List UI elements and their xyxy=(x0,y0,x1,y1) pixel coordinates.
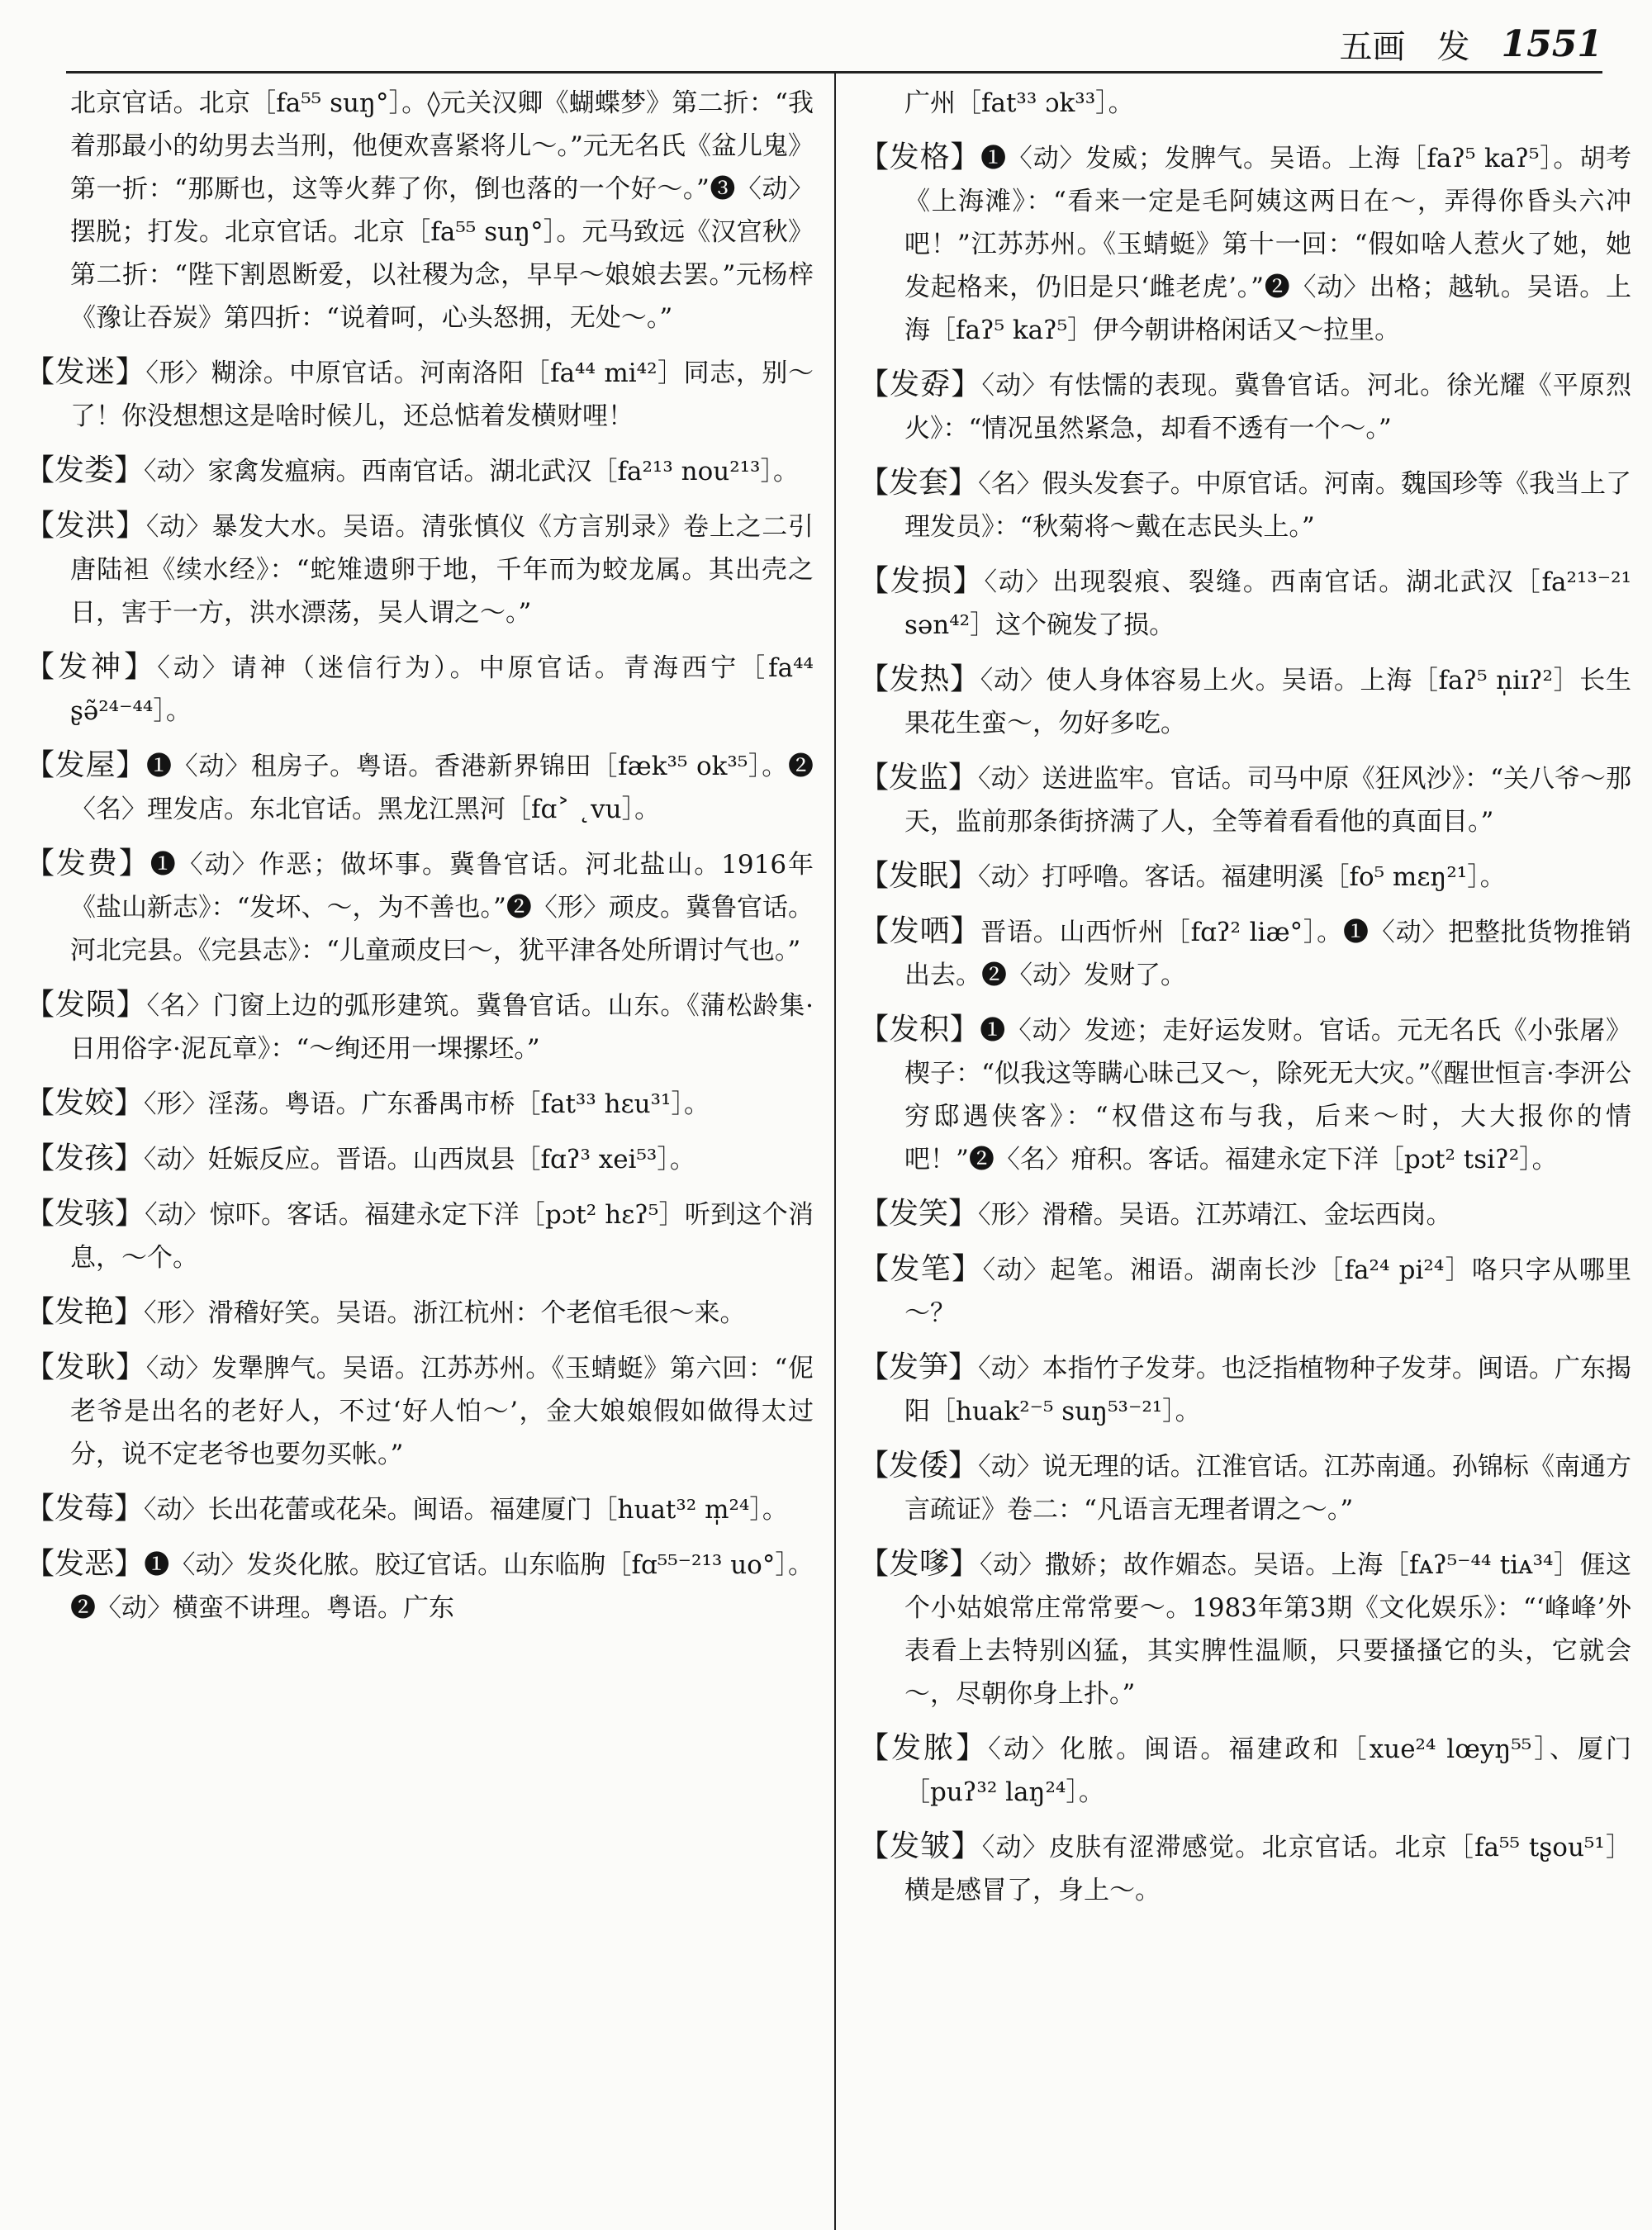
entry-text: 〈动〉家禽发瘟病。西南官话。湖北武汉［fa²¹³ nou²¹³］。 xyxy=(144,457,799,486)
dictionary-entry xyxy=(25,744,814,831)
dictionary-entry xyxy=(25,1487,814,1531)
entry-headword: 【发恶】 xyxy=(25,1547,145,1581)
entry-text: 晋语。山西忻州［fɑʔ² liæ°］。❶〈动〉把整批货物推销出去。❷〈动〉发财了。 xyxy=(904,918,1631,990)
entry-text: 〈动〉撒娇；故作媚态。吴语。上海［fᴀʔ⁵⁻⁴⁴ tiᴀ³⁴］𠊎这个小姑娘常庄常常要～。1983年第3期《文化娱乐》：“‘峰峰’外表看上去特别凶猛，其实脾性温顺，只要搔搔它的头，它就会～，尽朝你身上扑。” xyxy=(904,1550,1631,1709)
dictionary-entry xyxy=(859,1193,1631,1236)
entry-text: ❶〈动〉作恶；做坏事。冀鲁官话。河北盐山。1916年《盐山新志》：“发坏、～，为不善也。”❷〈形〉顽皮。冀鲁官话。河北完县。《完县志》：“儿童顽皮曰～，犹平津各处所谓讨气也。” xyxy=(70,850,814,966)
page-number: 1551 xyxy=(1501,22,1602,65)
entry-text: 〈动〉惊吓。客话。福建永定下洋［pɔt² hɛʔ⁵］听到这个消息，～个。 xyxy=(70,1200,814,1273)
dictionary-entry xyxy=(25,646,814,733)
entry-headword: 【发笑】 xyxy=(859,1197,979,1231)
entry-headword: 【发洪】 xyxy=(25,509,146,543)
dictionary-entry xyxy=(25,351,814,438)
dictionary-entry xyxy=(25,1346,814,1476)
header-section: 五画 xyxy=(1339,27,1406,66)
entry-text: 〈动〉送进监牢。官话。司马中原《狂风沙》：“关八爷～那天，监前那条街挤满了人，全等着看看他的真面目。” xyxy=(904,764,1631,837)
entry-text: 广州［fat³³ ɔk³³］。 xyxy=(904,88,1134,118)
dictionary-entry xyxy=(859,855,1631,899)
dictionary-entry xyxy=(25,81,814,339)
dictionary-entry xyxy=(859,1248,1631,1335)
entry-headword: 【发姣】 xyxy=(25,1086,145,1120)
entry-headword: 【发笔】 xyxy=(859,1252,983,1286)
entry-text: 〈动〉有怯懦的表现。冀鲁官话。河北。徐光耀《平原烈火》：“情况虽然紧急，却看不透有一个～。” xyxy=(904,371,1631,444)
entry-text: ❶〈动〉发迹；走好运发财。官话。元无名氏《小张屠》楔子：“似我这等瞒心昧己又～，除死无大灾。”《醒世恒言·李汧公穷邸遇侠客》：“权借这布与我，后来～时，大大报你的情吧！”❷〈名〉疳积。客话。福建永定下洋［pɔt² tsiʔ²］。 xyxy=(904,1016,1631,1174)
entry-text: 〈名〉假头发套子。中原官话。河南。魏国珍等《我当上了理发员》：“秋菊将～戴在志民头上。” xyxy=(904,469,1631,542)
entry-text: 〈形〉滑稽。吴语。江苏靖江、金坛西岗。 xyxy=(978,1200,1452,1230)
left-column xyxy=(25,81,814,1641)
dictionary-entry xyxy=(25,984,814,1070)
dictionary-entry xyxy=(859,757,1631,843)
column-separator xyxy=(834,73,836,2230)
entry-text: 北京官话。北京［fa⁵⁵ suŋ°］。◊元关汉卿《蝴蝶梦》第二折：“我着那最小的幼男去当刑，他便欢喜紧将儿～。”元无名氏《盆儿鬼》第一折：“那厮也，这等火葬了你，倒也落的一个好～。”❸〈动〉摆脱；打发。北京官话。北京［fa⁵⁵ suŋ°］。元马致远《汉宫秋》第二折：“陛下割恩断爱，以社稷为念，早早～娘娘去罢。”元杨梓《豫让吞炭》第四折：“说着呵，心头怒拥，无处～。” xyxy=(70,88,814,333)
entry-text: 〈形〉糊涂。中原官话。河南洛阳［fa⁴⁴ mi⁴²］同志，别～了！你没想想这是啥时候儿，还总惦着发横财哩！ xyxy=(70,358,814,431)
entry-headword: 【发脓】 xyxy=(859,1731,989,1765)
entry-text: 〈动〉长出花蕾或花朵。闽语。福建厦门［huat³² m̩²⁴］。 xyxy=(144,1495,788,1525)
entry-text: 〈动〉起笔。湘语。湖南长沙［fa²⁴ pi²⁴］咯只字从哪里～？ xyxy=(904,1255,1631,1328)
entry-text: 〈动〉妊娠反应。晋语。山西岚县［fɑʔ³ xei⁵³］。 xyxy=(144,1145,695,1174)
entry-text: 〈动〉化脓。闽语。福建政和［xue²⁴ lœyŋ⁵⁵］、厦门［puʔ³² laŋ²⁴］。 xyxy=(904,1734,1631,1807)
dictionary-entry xyxy=(859,1727,1631,1814)
entry-headword: 【发神】 xyxy=(25,650,158,684)
entry-text: ❶〈动〉租房子。粤语。香港新界锦田［fæk³⁵ ok³⁵］。❷〈名〉理发店。东北官话。黑龙江黑河［fɑ˃ ˛vu］。 xyxy=(70,752,814,824)
entry-headword: 【发眠】 xyxy=(859,859,979,893)
entry-text: 〈动〉发犟脾气。吴语。江苏苏州。《玉蜻蜓》第六回：“伲老爷是出名的老好人，不过‘好人怕～’，金大娘娘假如做得太过分，说不定老爷也要勿买帐。” xyxy=(70,1354,814,1469)
dictionary-entry xyxy=(859,1543,1631,1715)
entry-headword: 【发热】 xyxy=(859,662,980,696)
entry-headword: 【发笋】 xyxy=(859,1350,979,1384)
right-column xyxy=(859,81,1631,1924)
dictionary-entry xyxy=(859,1445,1631,1531)
entry-text: 〈形〉淫荡。粤语。广东番禺市桥［fat³³ hɛu³¹］。 xyxy=(144,1089,710,1119)
entry-text: 〈动〉皮肤有涩滞感觉。北京官话。北京［fa⁵⁵ tʂou⁵¹］横是感冒了，身上～。 xyxy=(904,1833,1631,1905)
dictionary-entry xyxy=(25,449,814,493)
entry-text: 〈名〉门窗上边的弧形建筑。冀鲁官话。山东。《蒲松龄集·日用俗字·泥瓦章》：“～绚还用一堁摞坯。” xyxy=(70,991,814,1064)
dictionary-entry xyxy=(25,1543,814,1630)
dictionary-entry xyxy=(25,1193,814,1279)
entry-headword: 【发积】 xyxy=(859,1013,980,1046)
entry-headword: 【发娄】 xyxy=(25,453,145,487)
dictionary-entry xyxy=(859,910,1631,997)
entry-headword: 【发艳】 xyxy=(25,1295,145,1329)
dictionary-entry xyxy=(859,136,1631,352)
entry-headword: 【发套】 xyxy=(859,466,979,500)
entry-text: ❶〈动〉发炎化脓。胶辽官话。山东临朐［fɑ⁵⁵⁻²¹³ uo°］。❷〈动〉横蛮不讲理。粤语。广东 xyxy=(70,1550,814,1623)
entry-headword: 【发迷】 xyxy=(25,355,146,389)
entry-text: ❶〈动〉发威；发脾气。吴语。上海［faʔ⁵ kaʔ⁵］。胡考《上海滩》：“看来一定是毛阿姨这两日在～，弄得你昏头六冲吧！”江苏苏州。《玉蜻蜓》第十一回：“假如啥人惹火了她，她发起格来，仍旧是只‘雌老虎’。”❷〈动〉出格；越轨。吴语。上海［faʔ⁵ kaʔ⁵］伊今朝讲格闲话又～拉里。 xyxy=(904,144,1631,345)
dictionary-entry xyxy=(859,658,1631,745)
dictionary-entry xyxy=(859,1008,1631,1181)
dictionary-entry xyxy=(25,1082,814,1126)
header-char: 发 xyxy=(1436,27,1470,66)
entry-headword: 【发嗲】 xyxy=(859,1547,980,1581)
dictionary-entry xyxy=(25,1291,814,1335)
page-header xyxy=(1305,15,1602,73)
dictionary-entry xyxy=(25,842,814,972)
entry-headword: 【发倭】 xyxy=(859,1449,979,1483)
entry-text: 〈形〉滑稽好笑。吴语。浙江杭州：个老倌毛很～来。 xyxy=(144,1298,746,1328)
entry-headword: 【发费】 xyxy=(25,847,150,880)
dictionary-entry xyxy=(859,1346,1631,1433)
entry-headword: 【发哂】 xyxy=(859,914,981,948)
dictionary-entry xyxy=(25,1137,814,1181)
entry-headword: 【发屋】 xyxy=(25,748,146,782)
dictionary-entry xyxy=(859,81,1631,125)
entry-headword: 【发皱】 xyxy=(859,1829,982,1863)
dictionary-entry xyxy=(859,363,1631,450)
entry-headword: 【发格】 xyxy=(859,140,981,174)
entry-headword: 【发陨】 xyxy=(25,988,147,1022)
dictionary-entry xyxy=(859,1825,1631,1912)
entry-headword: 【发骇】 xyxy=(25,1197,145,1231)
entry-text: 〈动〉请神（迷信行为）。中原官话。青海西宁［fa⁴⁴ ʂə̃²⁴⁻⁴⁴］。 xyxy=(70,653,814,726)
entry-text: 〈动〉暴发大水。吴语。清张慎仪《方言别录》卷上之二引唐陆袒《续水经》：“蛇雉遗卵于地，千年而为蛟龙属。其出壳之日，害于一方，洪水漂荡，吴人谓之～。” xyxy=(70,512,814,628)
dictionary-entry xyxy=(25,505,814,634)
entry-text: 〈动〉本指竹子发芽。也泛指植物种子发芽。闽语。广东揭阳［huak²⁻⁵ suŋ⁵³⁻²¹］。 xyxy=(904,1354,1631,1426)
entry-headword: 【发孬】 xyxy=(859,368,982,401)
dictionary-entry xyxy=(859,462,1631,548)
entry-text: 〈动〉打呼噜。客话。福建明溪［fo⁵ mɛŋ²¹］。 xyxy=(978,862,1506,892)
entry-text: 〈动〉使人身体容易上火。吴语。上海［faʔ⁵ n̩iɪʔ²］长生果花生蛮～，勿好多吃。 xyxy=(904,666,1631,738)
entry-text: 〈动〉出现裂痕、裂缝。西南官话。湖北武汉［fa²¹³⁻²¹ sən⁴²］这个碗发了损。 xyxy=(904,567,1631,640)
entry-headword: 【发莓】 xyxy=(25,1492,145,1525)
entry-headword: 【发损】 xyxy=(859,564,985,598)
entry-headword: 【发耿】 xyxy=(25,1350,146,1384)
entry-headword: 【发孩】 xyxy=(25,1141,145,1175)
dictionary-entry xyxy=(859,560,1631,647)
entry-headword: 【发监】 xyxy=(859,761,979,795)
entry-text: 〈动〉说无理的话。江淮官话。江苏南通。孙锦标《南通方言疏证》卷二：“凡语言无理者谓之～。” xyxy=(904,1452,1631,1525)
